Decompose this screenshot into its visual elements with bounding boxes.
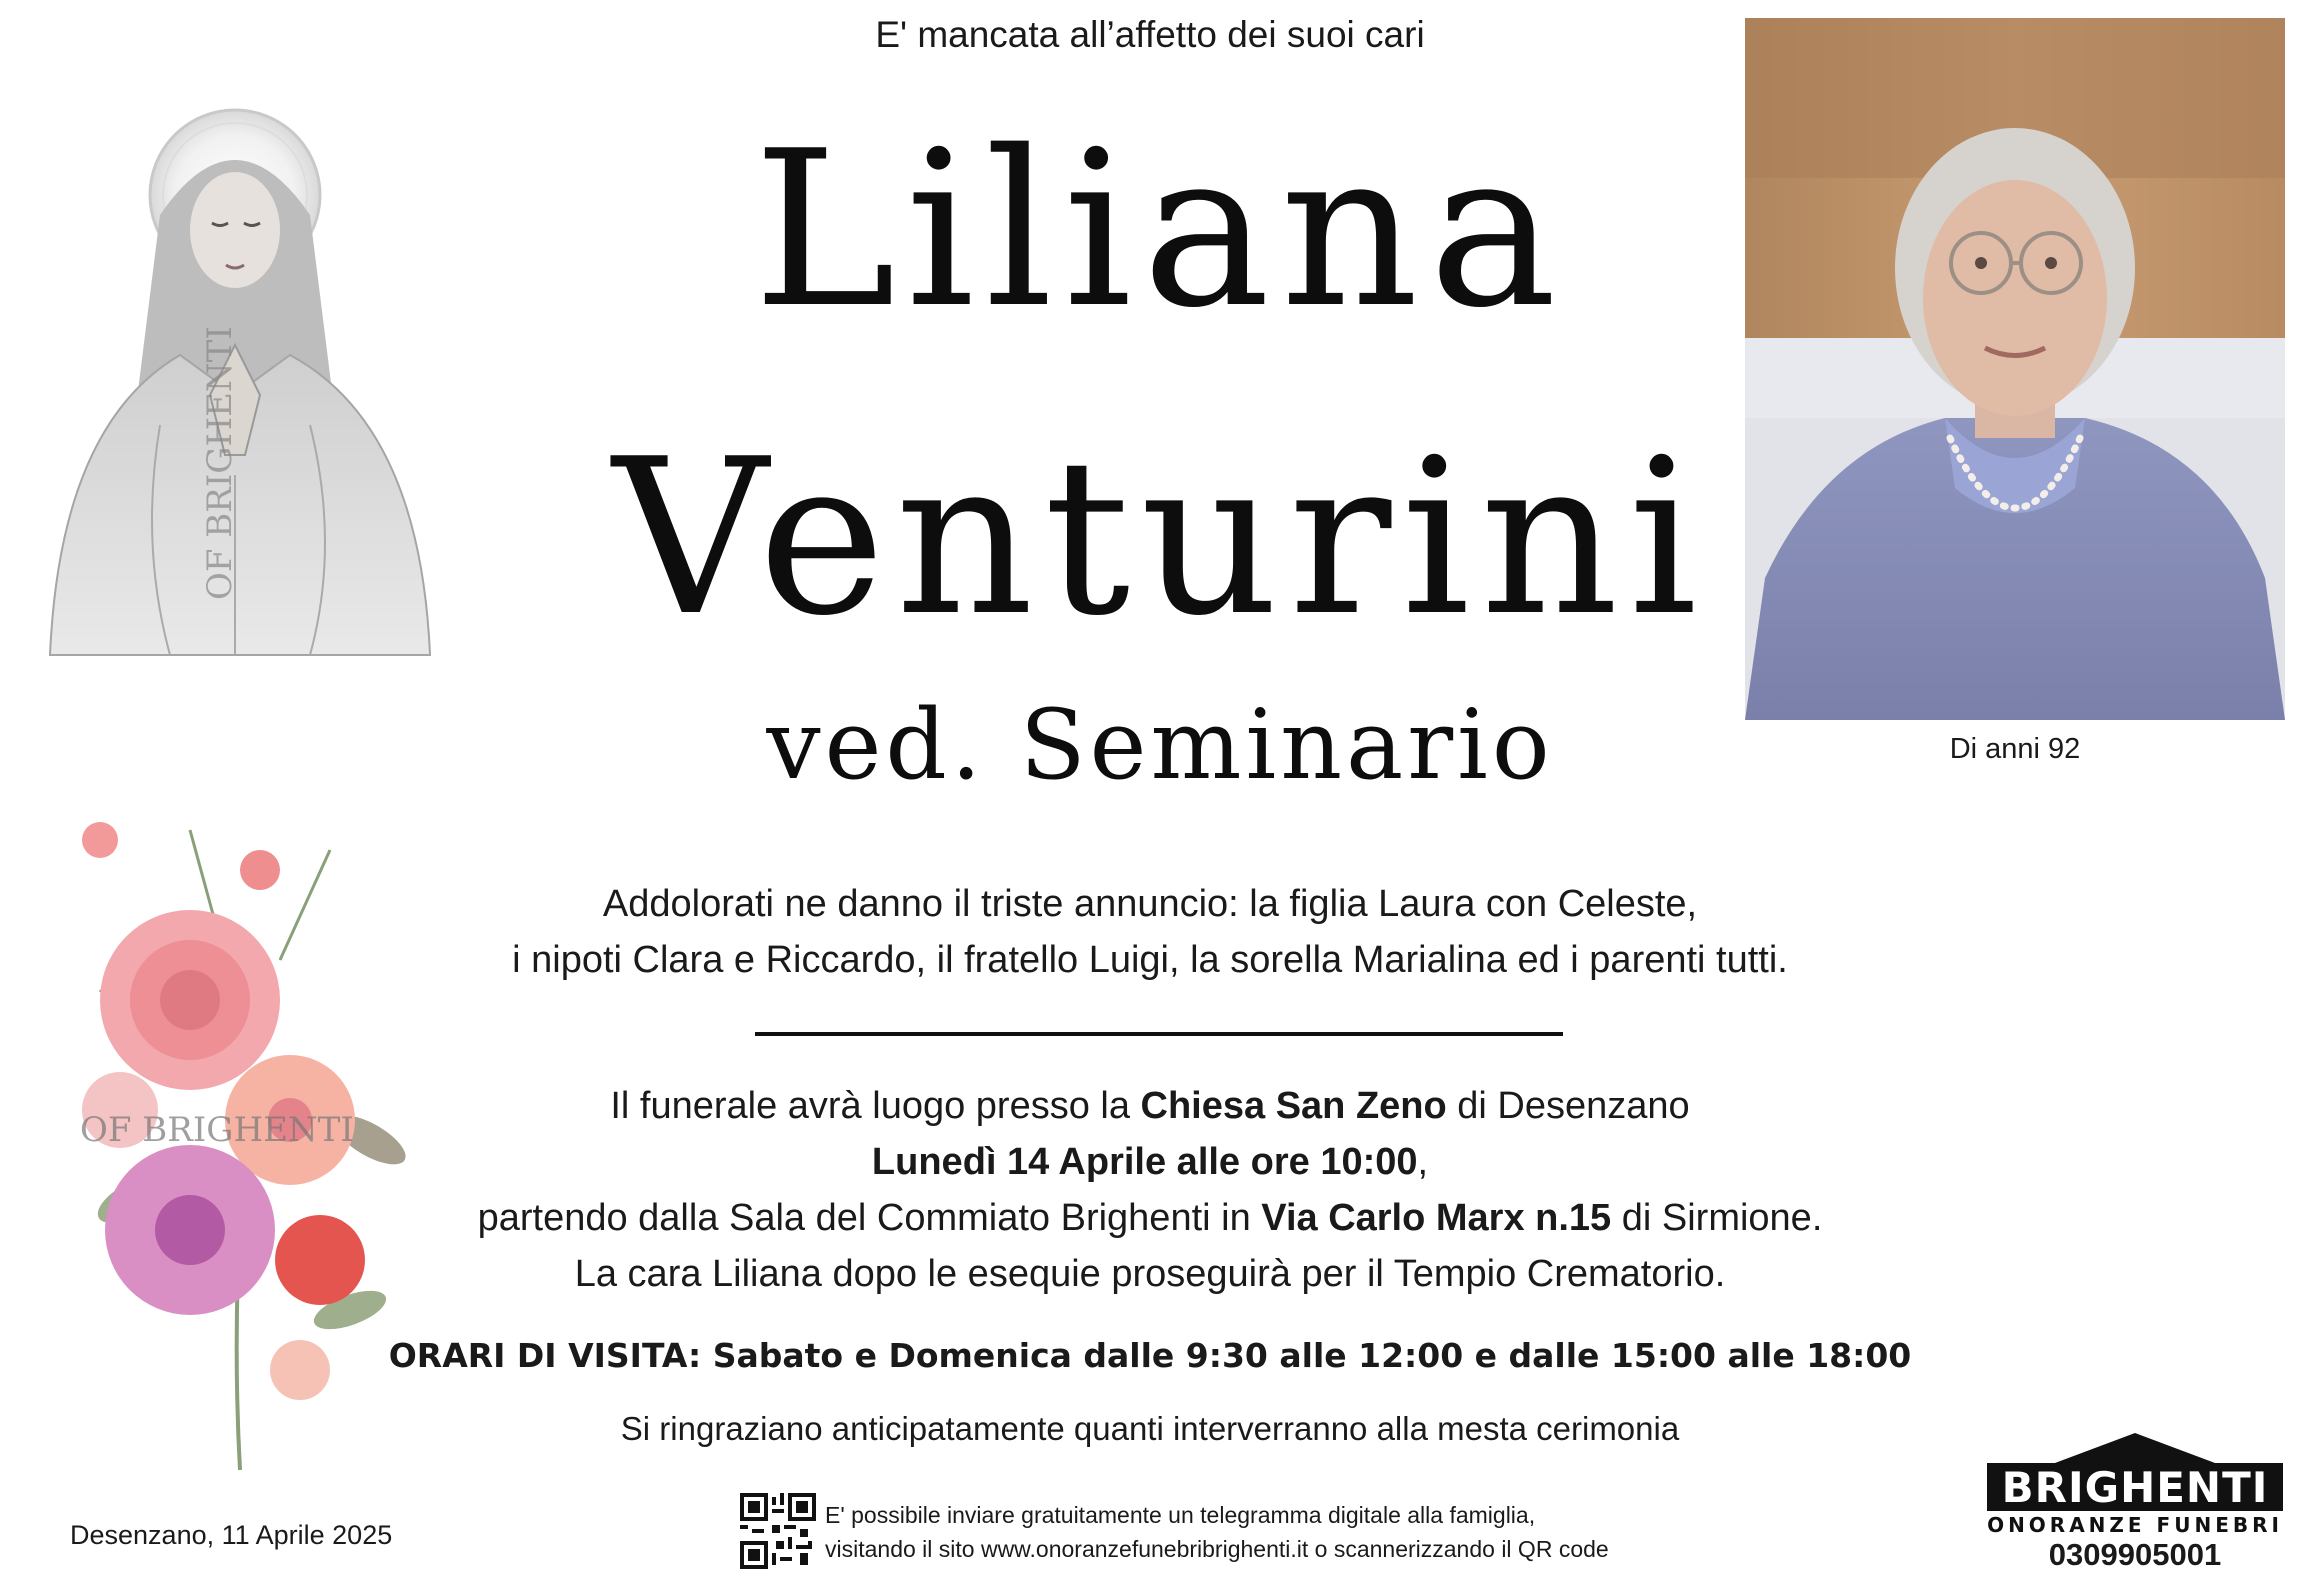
telegram-line-2: visitando il sito www.onoranzefunebribrighenti.it o scannerizzando il QR code xyxy=(825,1536,1609,1562)
funeral-datetime: Lunedì 14 Aprile alle ore 10:00 xyxy=(871,1141,1418,1183)
funeral-line-3: partendo dalla Sala del Commiato Brighenti in Via Carlo Marx n.15 di Sirmione. xyxy=(477,1197,1823,1239)
watermark-vertical: OF BRIGHENTI xyxy=(200,326,240,600)
funeral-block xyxy=(330,1078,1970,1302)
company-subtitle: ONORANZE FUNEBRI xyxy=(1987,1513,2283,1535)
mourners-line-2: i nipoti Clara e Riccardo, il fratello Luigi, la sorella Marialina ed i parenti tutti. xyxy=(512,939,1788,981)
telegram-line-1: E' possibile inviare gratuitamente un telegramma digitale alla famiglia, xyxy=(825,1502,1536,1528)
thanks-line: Si ringraziano anticipatamente quanti interverranno alla mesta cerimonia xyxy=(620,1410,1680,1447)
address: Via Carlo Marx n.15 xyxy=(1261,1197,1612,1239)
divider xyxy=(755,1032,1563,1036)
mourners-block xyxy=(330,876,1970,988)
age-caption: Di anni 92 xyxy=(1949,733,2081,765)
telegram-note xyxy=(825,1498,1609,1566)
company-phone: 0309905001 xyxy=(2048,1537,2222,1572)
deceased-photo xyxy=(1745,18,2285,720)
church-name: Chiesa San Zeno xyxy=(1140,1085,1447,1127)
place-date: Desenzano, 11 Aprile 2025 xyxy=(70,1520,393,1550)
watermark-horizontal: OF BRIGHENTI xyxy=(80,1110,354,1150)
funeral-line-2: Lunedì 14 Aprile alle ore 10:00, xyxy=(871,1141,1429,1183)
last-name: Venturini xyxy=(612,412,1708,663)
intro-line: E' mancata all’affetto dei suoi cari xyxy=(875,14,1425,55)
company-name: BRIGHENTI xyxy=(2001,1463,2269,1512)
funeral-line-4: La cara Liliana dopo le esequie proseguirà per il Tempio Crematorio. xyxy=(574,1253,1726,1295)
funeral-line-1: Il funerale avrà luogo presso la Chiesa San Zeno di Desenzano xyxy=(610,1085,1690,1127)
visiting-hours: ORARI DI VISITA: Sabato e Domenica dalle 9:30 alle 12:00 e dalle 15:00 alle 18:00 xyxy=(388,1336,1912,1375)
qr-code[interactable] xyxy=(740,1493,816,1569)
mourners-line-1: Addolorati ne danno il triste annuncio: la figlia Laura con Celeste, xyxy=(602,883,1698,925)
widow-of: ved. Seminario xyxy=(766,689,1554,801)
first-name: Liliana xyxy=(753,104,1567,355)
